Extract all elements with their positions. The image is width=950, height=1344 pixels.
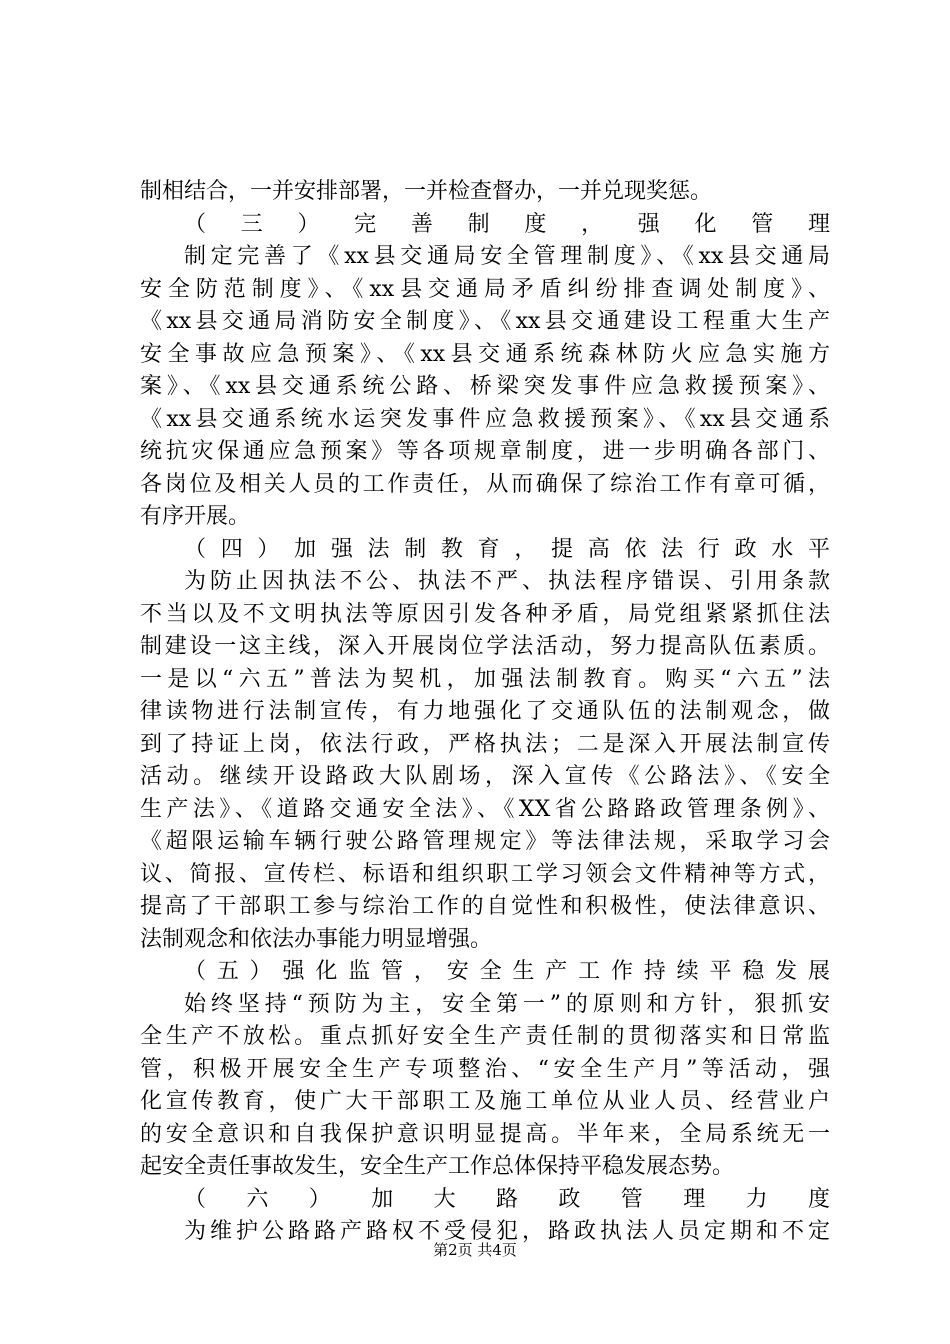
paragraph-line: 活动。继续开设路政大队剧场，深入宣传《公路法》、《安全 bbox=[140, 764, 830, 789]
paragraph-line: 为维护公路路产路权不受侵犯，路政执法人员定期和不定 bbox=[184, 1219, 830, 1244]
paragraph-line: 生产法》、《道路交通安全法》、《XX省公路路政管理条例》、 bbox=[140, 796, 830, 822]
paragraph-line: 安全事故应急预案》、《xx县交通系统森林防火应急实施方 bbox=[140, 341, 830, 367]
section-heading: （五）强化监管，安全生产工作持续平稳发展 bbox=[184, 959, 830, 984]
paragraph-line: 不当以及不文明执法等原因引发各种矛盾，局党组紧紧抓住法 bbox=[140, 601, 830, 627]
paragraph-line: 提高了干部职工参与综治工作的自觉性和积极性，使法律意识、 bbox=[140, 894, 830, 919]
paragraph-line: 《xx县交通系统水运突发事件应急救援预案》、《xx县交通系 bbox=[140, 406, 830, 432]
paragraph-line: 制定完善了《xx县交通局安全管理制度》、《xx县交通局 bbox=[184, 244, 830, 269]
paragraph-line: 管，积极开展安全生产专项整治、“安全生产月”等活动，强 bbox=[140, 1056, 830, 1082]
paragraph-line: 统抗灾保通应急预案》等各项规章制度，进一步明确各部门、 bbox=[140, 439, 830, 464]
paragraph-line: 《xx县交通局消防安全制度》、《xx县交通建设工程重大生产 bbox=[140, 309, 830, 334]
paragraph-line: 始终坚持“预防为主，安全第一”的原则和方针，狠抓安 bbox=[184, 991, 830, 1017]
paragraph-line: 议、简报、宣传栏、标语和组织职工学习领会文件精神等方式， bbox=[140, 861, 830, 887]
page-footer: 第2页 共4页 bbox=[433, 1241, 517, 1259]
paragraph-line: 全生产不放松。重点抓好安全生产责任制的贯彻落实和日常监 bbox=[140, 1024, 830, 1049]
paragraph-line: 一是以“六五”普法为契机，加强法制教育。购买“六五”法 bbox=[140, 666, 830, 692]
paragraph-line: 有序开展。 bbox=[140, 504, 251, 529]
paragraph-line: 法制观念和依法办事能力明显增强。 bbox=[140, 926, 493, 952]
paragraph-line: 律读物进行法制宣传，有力地强化了交通队伍的法制观念，做 bbox=[140, 699, 830, 724]
paragraph-line: 制相结合，一并安排部署，一并检查督办，一并兑现奖惩。 bbox=[140, 179, 713, 204]
paragraph-line: 案》、《xx县交通系统公路、桥梁突发事件应急救援预案》、 bbox=[140, 374, 830, 399]
paragraph-line: 到了持证上岗，依法行政，严格执法；二是深入开展法制宣传 bbox=[140, 731, 830, 757]
paragraph-line: 各岗位及相关人员的工作责任，从而确保了综治工作有章可循， bbox=[140, 471, 830, 497]
paragraph-line: 起安全责任事故发生，安全生产工作总体保持平稳发展态势。 bbox=[140, 1154, 735, 1179]
paragraph-line: 为防止因执法不公、执法不严、执法程序错误、引用条款 bbox=[184, 569, 830, 594]
section-heading: （四）加强法制教育，提高依法行政水平 bbox=[184, 536, 830, 562]
section-heading: （六）加大路政管理力度 bbox=[184, 1186, 830, 1212]
paragraph-line: 《超限运输车辆行驶公路管理规定》等法律法规，采取学习会 bbox=[140, 829, 830, 854]
section-heading: （三）完善制度，强化管理 bbox=[184, 211, 830, 237]
paragraph-line: 化宣传教育，使广大干部职工及施工单位从业人员、经营业户 bbox=[140, 1089, 830, 1114]
paragraph-line: 的安全意识和自我保护意识明显提高。半年来，全局系统无一 bbox=[140, 1121, 830, 1147]
paragraph-line: 制建设一这主线，深入开展岗位学法活动，努力提高队伍素质。 bbox=[140, 634, 830, 659]
paragraph-line: 安全防范制度》、《xx县交通局矛盾纠纷排查调处制度》、 bbox=[140, 276, 830, 302]
document-body bbox=[140, 176, 830, 1249]
